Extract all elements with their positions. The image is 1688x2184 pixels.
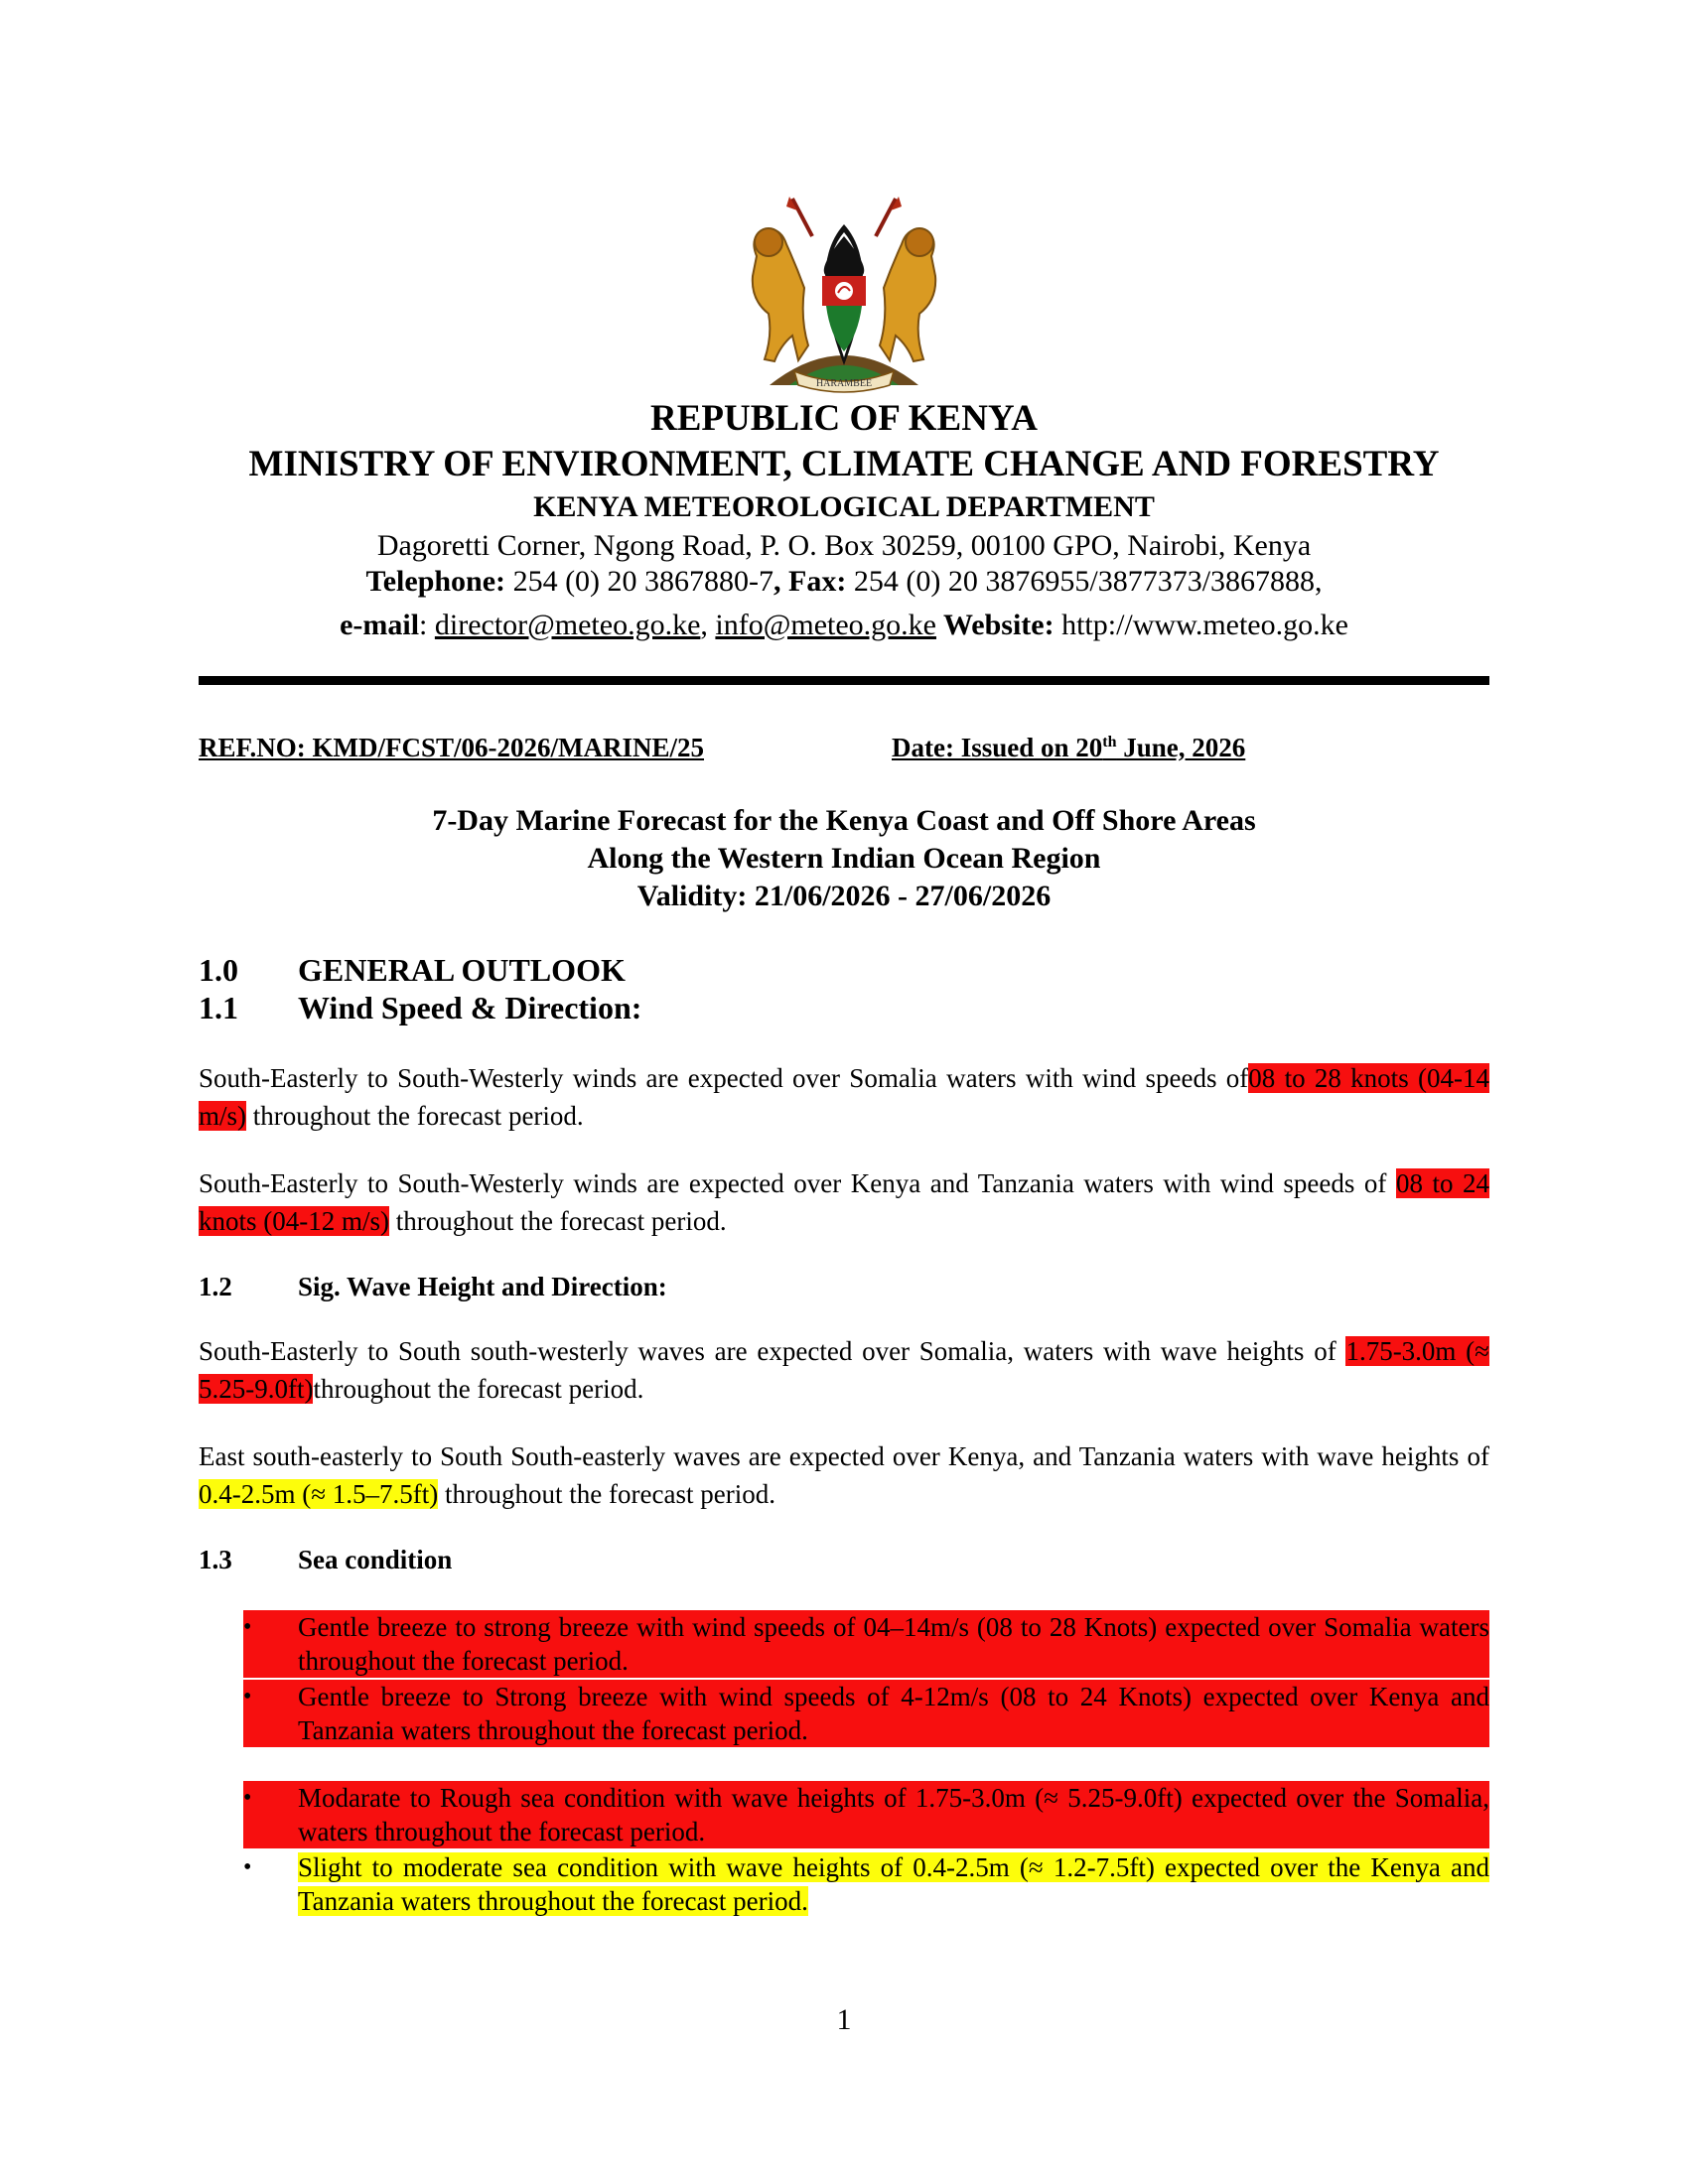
issue-date-prefix: Date: Issued on 20	[892, 733, 1103, 762]
telephone-value: 254 (0) 20 3867880-7	[505, 565, 774, 598]
bullet-icon: •	[243, 1610, 298, 1644]
bullet-icon: •	[243, 1854, 252, 1880]
wind-kenya-text: South-Easterly to South-Westerly winds are expected over Kenya and Tanzania waters with wind speeds of	[199, 1168, 1396, 1198]
sea-condition-kenya-wave-text: Slight to moderate sea condition with wave heights of 0.4-2.5m (≈ 1.2-7.5ft) expected over the Kenya and Tanzania waters throughout the forecast period.	[298, 1852, 1489, 1916]
forecast-title-line-2: Along the Western Indian Ocean Region	[587, 842, 1101, 875]
ministry-name: MINISTRY OF ENVIRONMENT, CLIMATE CHANGE AND FORESTRY	[248, 444, 1440, 484]
section-1-1-number: 1.1	[199, 990, 238, 1025]
wind-somalia-text: South-Easterly to South-Westerly winds are expected over Somalia waters with wind speeds of	[199, 1063, 1249, 1093]
wave-somalia-tail: throughout the forecast period.	[313, 1374, 644, 1404]
wind-kenya-paragraph	[199, 1164, 1489, 1240]
bullet-icon: •	[243, 1680, 298, 1713]
wave-somalia-text: South-Easterly to South south-westerly waves are expected over Somalia, waters with wave heights of	[199, 1336, 1346, 1366]
sea-condition-somalia-wave: Modarate to Rough sea condition with wave heights of 1.75-3.0m (≈ 5.25-9.0ft) expected over the Somalia, waters throughout the forecast period.	[298, 1783, 1489, 1846]
section-1-3-number: 1.3	[199, 1545, 232, 1574]
section-1-0-number: 1.0	[199, 952, 238, 988]
wave-kenya-tail: throughout the forecast period.	[438, 1479, 775, 1509]
bullet-icon: •	[243, 1781, 298, 1815]
contact-email-website	[0, 608, 1688, 643]
coat-motto: HARAMBEE	[815, 378, 873, 389]
wave-somalia-highlight: 1.75-3.0m (≈ 5.25-9.0ft)	[199, 1336, 1489, 1404]
wind-somalia-tail: throughout the forecast period.	[246, 1101, 584, 1131]
wave-kenya-highlight: 0.4-2.5m (≈ 1.5–7.5ft)	[199, 1479, 439, 1509]
email-comma: ,	[700, 609, 716, 641]
section-1-0-title: GENERAL OUTLOOK	[298, 952, 626, 988]
wind-somalia-paragraph	[199, 1059, 1489, 1135]
forecast-validity: Validity: 21/06/2026 - 27/06/2026	[636, 880, 1052, 912]
list-item	[243, 1850, 1489, 1918]
sea-condition-kenya-wave	[298, 1850, 1489, 1918]
contact-phone-fax	[0, 564, 1688, 600]
wave-kenya-text: East south-easterly to South South-easterly waves are expected over Kenya, and Tanzania waters with wave heights of	[199, 1441, 1489, 1471]
issue-date	[892, 731, 1245, 764]
wind-somalia-highlight: 08 to 28 knots (04-14 m/s)	[199, 1063, 1489, 1131]
country-name: REPUBLIC OF KENYA	[650, 398, 1038, 439]
email-label: e-mail	[340, 609, 420, 641]
section-1-2-number: 1.2	[199, 1272, 232, 1301]
issue-date-suffix: June, 2026	[1116, 733, 1246, 762]
email-link-info[interactable]: info@meteo.go.ke	[715, 609, 936, 641]
website-value: http://www.meteo.go.ke	[1054, 609, 1348, 641]
section-1-3-title: Sea condition	[298, 1545, 453, 1574]
forecast-title-line-1: 7-Day Marine Forecast for the Kenya Coast and Off Shore Areas	[432, 804, 1256, 837]
list-item	[243, 1680, 1489, 1747]
wind-kenya-highlight: 08 to 24 knots (04-12 m/s)	[199, 1168, 1489, 1236]
reference-number: REF.NO: KMD/FCST/06-2026/MARINE/25	[199, 733, 705, 762]
wind-kenya-tail: throughout the forecast period.	[389, 1206, 727, 1236]
email-separator: :	[419, 609, 435, 641]
email-link-director[interactable]: director@meteo.go.ke	[434, 609, 701, 641]
issue-date-sup: th	[1102, 734, 1117, 751]
list-item	[243, 1610, 1489, 1678]
fax-label: , Fax:	[774, 565, 847, 598]
sea-condition-somalia-wind: Gentle breeze to strong breeze with wind speeds of 04–14m/s (08 to 28 Knots) expected over Somalia waters throughout the forecast period.	[298, 1612, 1489, 1676]
sea-condition-kenya-wind: Gentle breeze to Strong breeze with wind speeds of 4-12m/s (08 to 24 Knots) expected over Kenya and Tanzania waters throughout the forecast period.	[298, 1682, 1489, 1745]
department-name: KENYA METEOROLOGICAL DEPARTMENT	[533, 490, 1155, 523]
address: Dagoretti Corner, Ngong Road, P. O. Box 30259, 00100 GPO, Nairobi, Kenya	[376, 529, 1312, 562]
website-label: Website:	[935, 609, 1055, 641]
list-item	[243, 1781, 1489, 1848]
section-1-1-title: Wind Speed & Direction:	[298, 990, 642, 1025]
wave-kenya-paragraph	[199, 1437, 1489, 1513]
section-1-2-title: Sig. Wave Height and Direction:	[298, 1272, 667, 1301]
header-divider	[199, 676, 1489, 685]
page-number: 1	[836, 2003, 852, 2036]
telephone-label: Telephone:	[365, 565, 506, 598]
kenya-coat-of-arms-icon	[735, 197, 953, 395]
fax-value: 254 (0) 20 3876955/3877373/3867888,	[846, 565, 1323, 598]
wave-somalia-paragraph	[199, 1332, 1489, 1408]
